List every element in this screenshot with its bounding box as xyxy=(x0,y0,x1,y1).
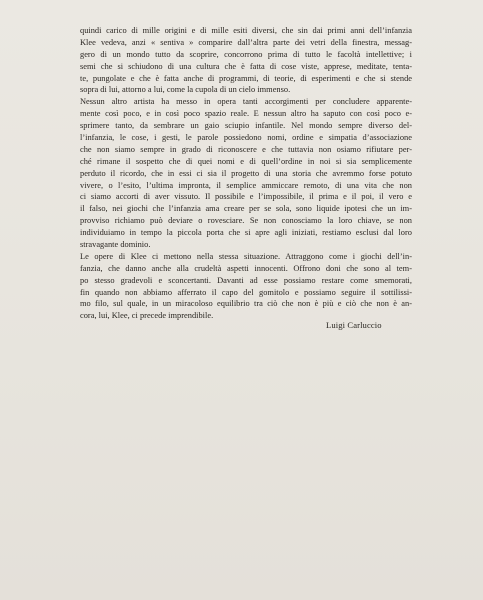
text-line: gero di un mondo tutto da scoprire, concorrono prima di tutto le facoltà intellettive; i xyxy=(80,49,412,59)
text-line: Nessun altro artista ha messo in opera tanti accorgimenti per concludere apparente- xyxy=(80,97,412,107)
text-line: te, pungolate e che è fatta anche di programmi, di teorie, di esperimenti e che si stende xyxy=(80,73,412,83)
text-line: mo filo, sul quale, in un miracoloso equilibrio tra ciò che non è più e ciò che non è an- xyxy=(80,299,412,309)
text-line: mente così poco, e in così poco spazio reale. E nessun altro ha saputo con così poco e- xyxy=(80,109,412,119)
text-line: che non siamo sempre in grado di riconoscere e che tuttavia non osiamo rifiutare per- xyxy=(80,144,412,154)
text-line: il falso, nei giochi che l’infanzia ama creare per se sola, sono liquide ipotesi che un im- xyxy=(80,204,412,214)
text-line: provviso richiamo può deviare o rovesciare. Se non conosciamo la loro chiave, se non xyxy=(80,216,412,226)
text-line: ché rimane il sospetto che di quei nomi e di quell’ordine in noi si sia semplicemente xyxy=(80,156,412,166)
author-signature: Luigi Carluccio xyxy=(326,320,382,330)
text-line: quindi carico di mille origini e di mille esiti diversi, che sin dai primi anni dell’infanzia xyxy=(80,26,412,35)
paragraph xyxy=(80,25,412,96)
paragraph xyxy=(80,251,412,322)
essay-text xyxy=(80,25,412,322)
text-line: Le opere di Klee ci mettono nella stessa situazione. Attraggono come i giochi dell’in- xyxy=(80,251,412,261)
text-line: fanzia, che danno anche alla crudeltà aspetti innocenti. Offrono doni che sono al tem- xyxy=(80,263,412,273)
text-line: cora, lui, Klee, ci precede imprendibile. xyxy=(80,311,214,321)
text-line: sopra di lui, attorno a lui, come la cupola di un cielo immenso. xyxy=(80,85,291,95)
text-line: l’infanzia, le cose, i gesti, le parole possiedono nomi, ordine e simpatia d’associazione xyxy=(80,133,412,143)
text-line: Klee vedeva, anzi « sentiva » comparire dall’altra parte dei vetri della finestra, messag- xyxy=(80,37,412,47)
text-line: ci siamo accorti di aver vissuto. Il possibile e l’impossibile, il prima e il poi, il vero e xyxy=(80,192,412,202)
text-line: individuiamo in tempo la piccola porta che si apre agli iniziati, restiamo esclusi dal loro xyxy=(80,228,412,238)
text-line: perduto il ricordo, che in essi ci sia il progetto di una storia che avremmo forse potuto xyxy=(80,168,412,178)
text-line: sprimere tanto, da sembrare un gaio sciupio infantile. Nel mondo sempre diverso del- xyxy=(80,121,412,131)
text-line: vivere, o l’esito, l’ultima impronta, il semplice ammiccare remoto, di una vita che non xyxy=(80,180,412,190)
text-line: semi che si schiudono di una cultura che è fatta di cose viste, apprese, meditate, tenta- xyxy=(80,61,412,71)
text-line: po stesso gradevoli e sconcertanti. Davanti ad esse possiamo restare come smemorati, xyxy=(80,275,412,285)
text-line: stravagante dominio. xyxy=(80,240,151,250)
paragraph xyxy=(80,96,412,251)
text-line: fin quando non abbiamo afferrato il capo del gomitolo e possiamo seguire il sottilissi- xyxy=(80,287,412,297)
